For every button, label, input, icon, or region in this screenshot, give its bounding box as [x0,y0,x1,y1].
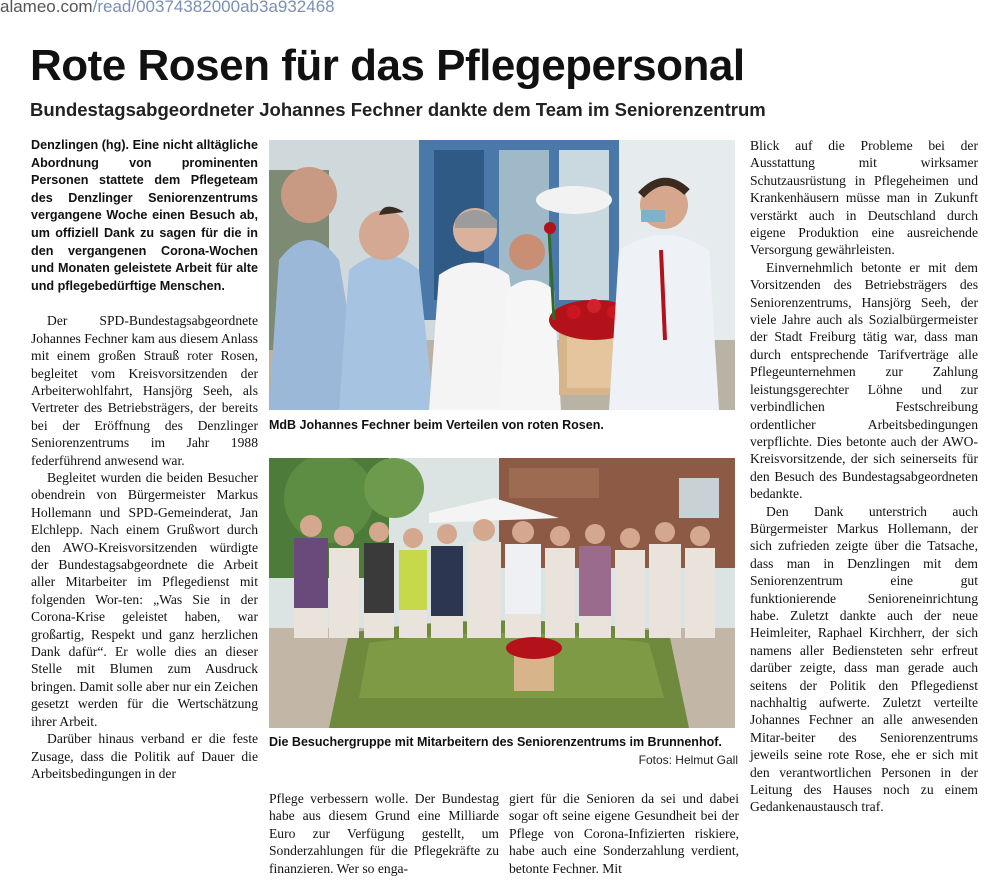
photo-caption-2: Die Besuchergruppe mit Mitarbeitern des Seniorenzentrums im Brunnenhof. [269,735,722,749]
url-path: /read/00374382000ab3a932468 [92,0,335,16]
text-column-1 [31,137,258,782]
body-paragraph: Der SPD-Bundestagsabgeordnete Johannes Fechner kam aus diesem Anlass mit einem großen Strauß roter Rosen, begleitet vom Kreisvorsitzenden der Arbeiterwohlfahrt, Hansjörg Seeh, als Vertreter des Betriebsträgers, der bereits bei der Eröffnung des Denzlinger Seniorenzentrums im Jahr 1988 federführend anwesend war. [31,313,258,468]
photo-rose-handover [269,140,735,410]
photo-group [269,458,735,728]
lead-paragraph: Denzlingen (hg). Eine nicht alltägliche Abordnung von prominenten Personen stattete dem Pflegeteam des Denzlinger Seniorenzentrums vergangene Woche einen Besuch ab, um offiziell Dank zu sagen für die in den vergangenen Corona-Wochen und Monaten geleistete Arbeit für alte und pflegebedürftige Menschen. [31,138,258,293]
url-bar[interactable] [0,0,985,20]
article-headline: Rote Rosen für das Pflegepersonal [30,41,745,90]
text-column-2 [269,790,499,877]
body-paragraph: Pflege verbessern wolle. Der Bundestag habe aus diesem Grund eine Milliarde Euro zur Verfügung gestellt, um Sonderzahlungen für die Pflegekräfte zu finanzieren. Wer so enga- [269,791,499,876]
photo-credit: Fotos: Helmut Gall [638,753,738,767]
body-paragraph: Blick auf die Probleme bei der Ausstattung mit wirksamer Schutzausrüstung in Pflegeheimen und Krankenhäusern müsse man in Zukunft verstärkt auch in Deutschland durch eigene Produktion eine ausreichende Versorgung gewährleisten. [750,138,978,258]
photo-caption-1: MdB Johannes Fechner beim Verteilen von roten Rosen. [269,418,604,432]
article-subheadline: Bundestagsabgeordneter Johannes Fechner dankte dem Team im Seniorenzentrum [30,99,766,120]
body-paragraph: Einvernehmlich betonte er mit dem Vorsitzenden des Betriebsträgers des Seniorenzentrums, Hansjörg Seeh, der viele Jahre auch als Sozialbürgermeister der Stadt Freiburg tätig war, dass man durch entsprechende Tarifverträge alle Pflegeunternehmen zur Zahlung leistungsgerechter Löhne und zur verbindlichen Festschreibung ordentlicher Arbeitsbedingungen verpflichte. Dies betonte auch der AWO-Kreisvorsitzende, der sich seinerseits für den Besuch des Bundestagsabgeordneten bedankte. [750,259,978,502]
text-column-4 [750,137,978,816]
text-column-3 [509,790,739,877]
body-paragraph: Begleitet wurden die beiden Besucher obendrein von Bürgermeister Markus Hollemann und SPD-Gemeinderat, Jan Elchlepp. Nach einem Grußwort durch den AWO-Kreisvorsitzenden würdigte der Bundestagsabgeordnete die Arbeit aller Mitarbeiter im Pflegedienst mit folgenden Wor-ten: „Was Sie in der Corona-Krise geleistet haben, war großartig, Respekt und ganz herzlichen Dank dafür“. Er wolle dies an dieser Stelle mit Blumen zum Ausdruck bringen. Damit solle aber nur ein Zeichen gesetzt werden für die Wertschätzung ihrer Arbeit. [31,470,258,729]
body-paragraph: Den Dank unterstrich auch Bürgermeister Markus Hollemann, der sich zufrieden zeigte über die Tatsache, dass man in Denzlingen mit dem Seniorenzentrum eine gut funktionierende Senioreneinrichtung habe. Zuletzt dankte auch der neue Heimleiter, Raphael Kirchherr, der sich namens aller Bediensteten sehr erfreut darüber zeigte, dass man gerade auch seitens der Politik den Pflegedienst nachhaltig aufwerte. Zuletzt verteilte Johannes Fechner an alle anwesenden Mitar-beiter des Seniorenzentrums jeweils seine rote Rose, ehe er sich mit den verantwortlichen Personen in der Leitung des Hauses noch zu einem Gedankenaustausch traf. [750,503,978,815]
url-host: alameo.com [0,0,93,16]
body-paragraph: Darüber hinaus verband er die feste Zusage, dass die Politik auf Dauer die Arbeitsbedingungen in der [31,731,258,781]
body-paragraph: giert für die Senioren da sei und dabei sogar oft seine eigene Gesundheit bei der Pflege von Corona-Infizierten riskiere, habe auch eine Sonderzahlung verdient, betonte Fechner. Mit [509,791,739,876]
